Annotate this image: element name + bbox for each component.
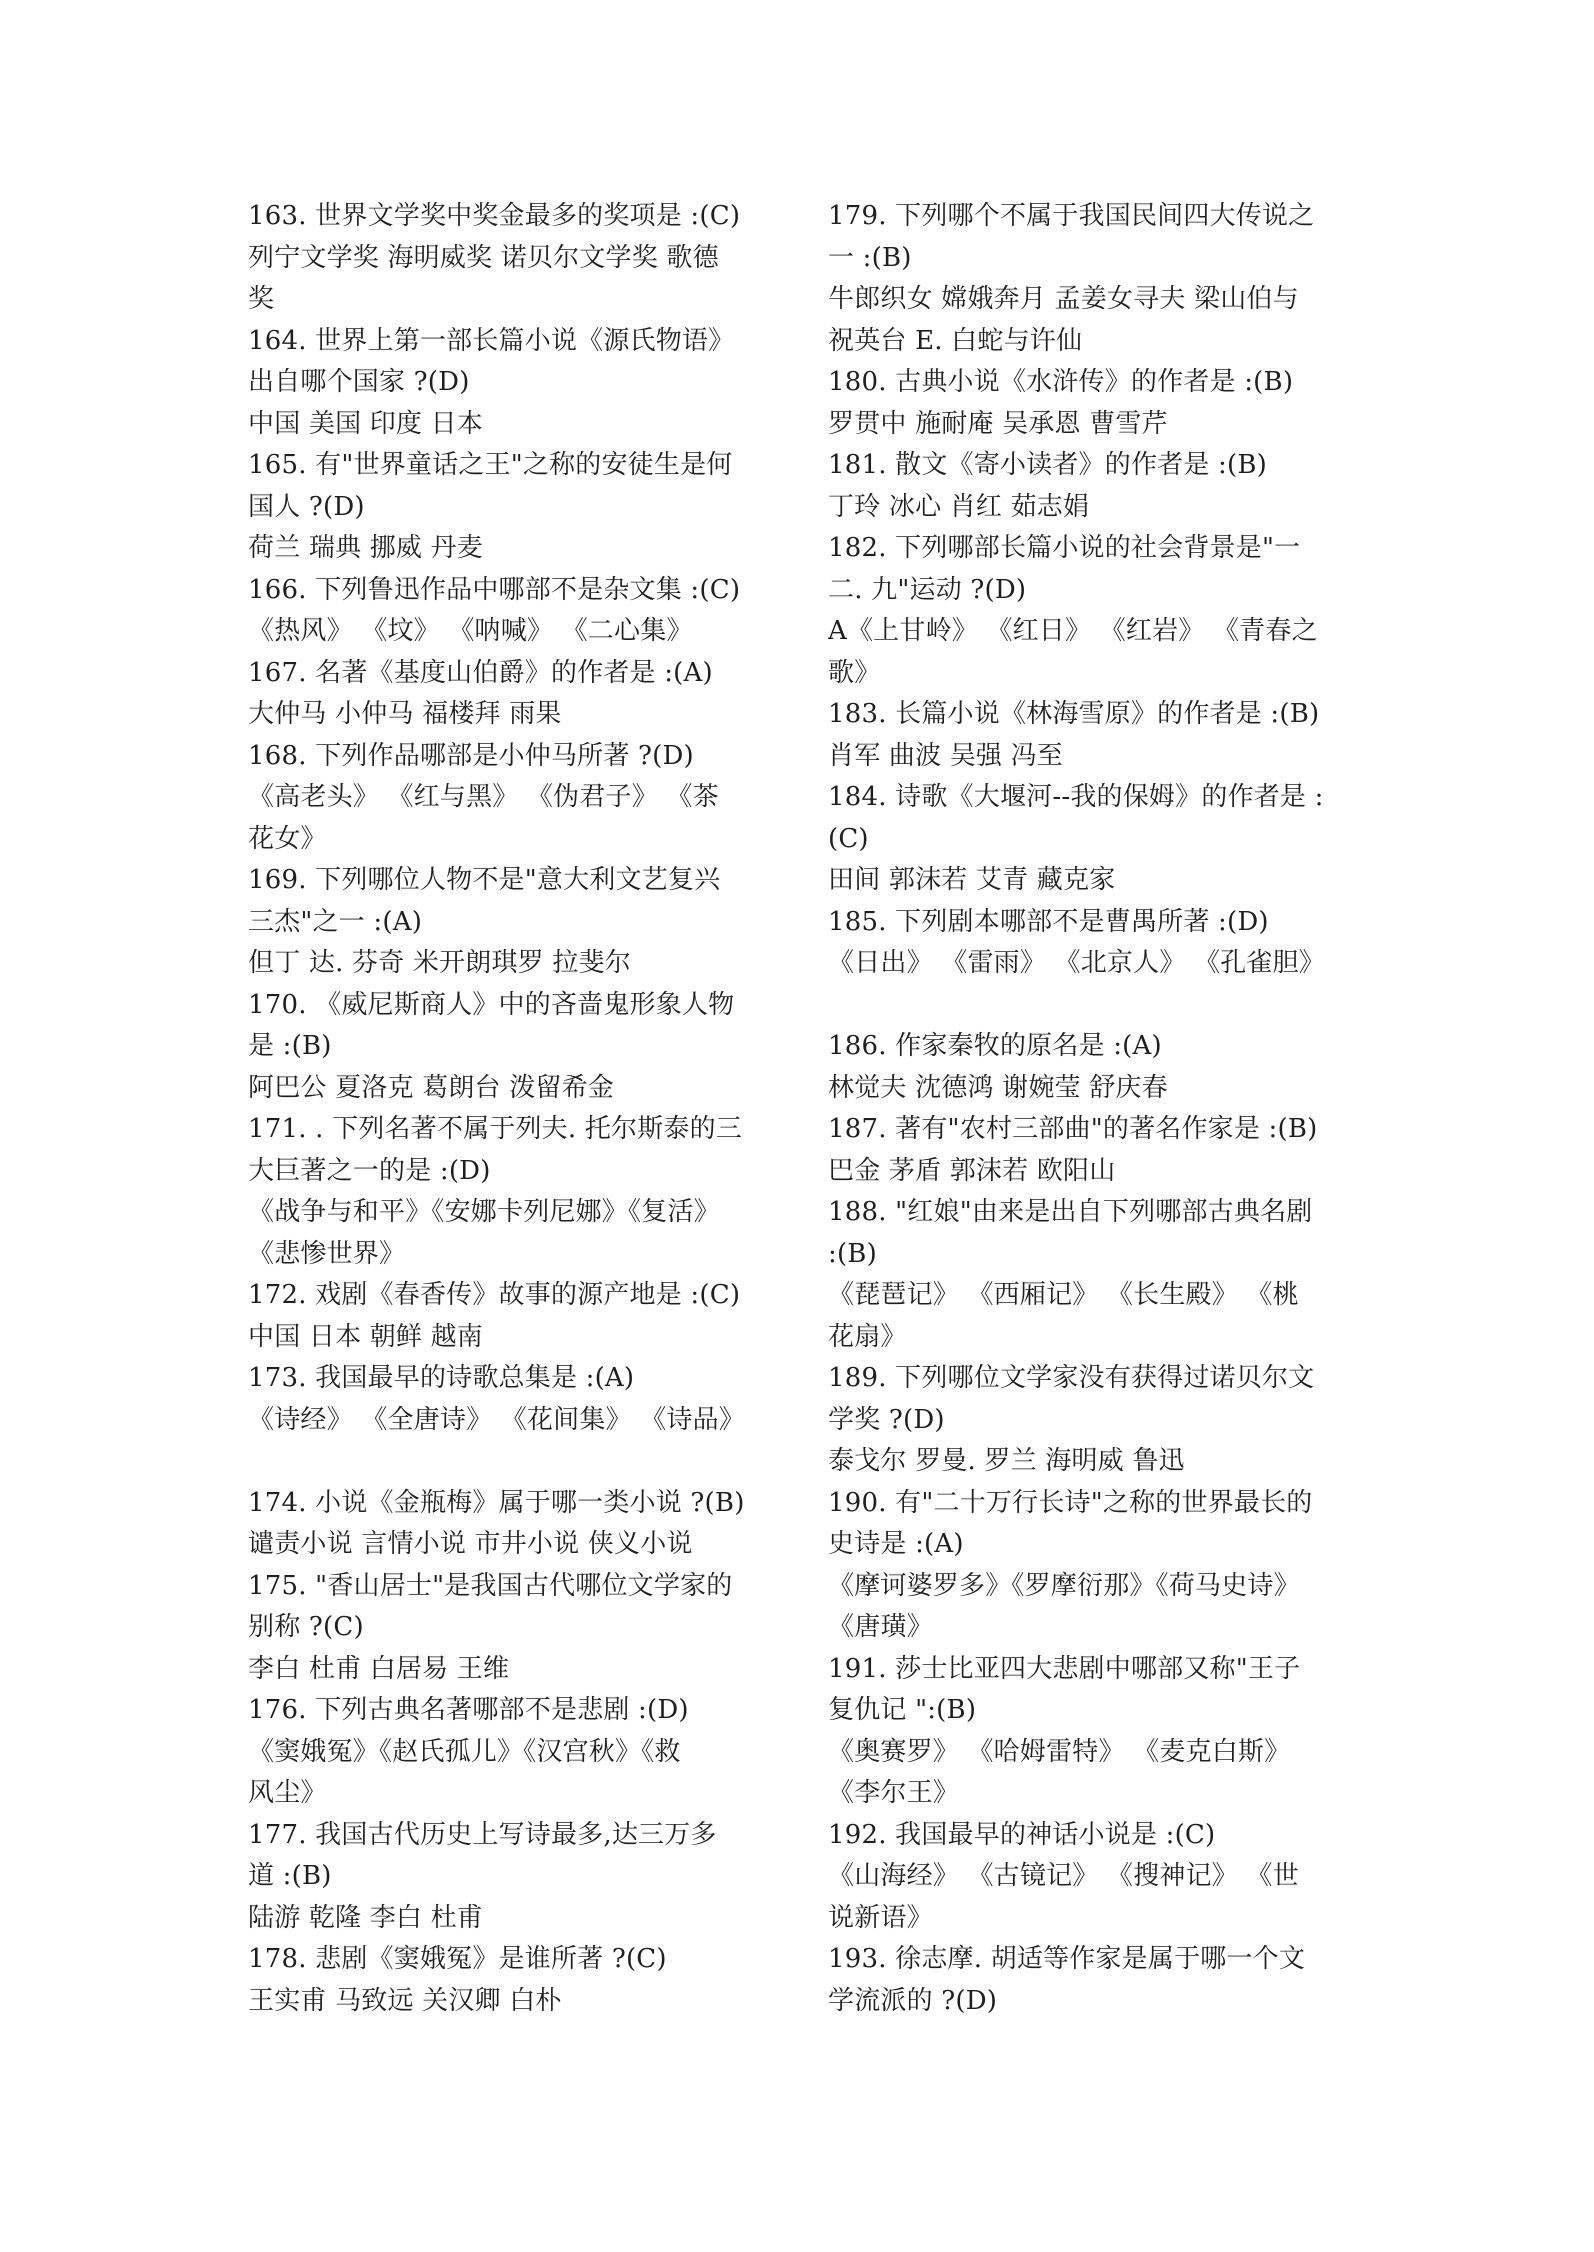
answer-options: 花女》 xyxy=(248,823,327,854)
question-text: 175. "香山居士"是我国古代哪位文学家的 xyxy=(248,1570,733,1601)
question-text: 学流派的 ?(D) xyxy=(828,1985,998,2016)
answer-options: 李白 杜甫 白居易 王维 xyxy=(248,1653,510,1684)
question-text: 国人 ?(D) xyxy=(248,491,365,522)
question-text: 180. 古典小说《水浒传》的作者是 :(B) xyxy=(828,367,1294,397)
question-text: 三杰"之一 :(A) xyxy=(248,906,423,937)
answer-options: 《日出》 《雷雨》 《北京人》 《孔雀胆》 xyxy=(828,948,1325,978)
question-text: 166. 下列鲁迅作品中哪部不是杂文集 :(C) xyxy=(248,574,741,605)
question-text: 176. 下列古典名著哪部不是悲剧 :(D) xyxy=(248,1695,689,1725)
question-item xyxy=(248,1566,804,1691)
question-item xyxy=(248,1483,804,1566)
answer-options: 巴金 茅盾 郭沫若 欧阳山 xyxy=(828,1155,1116,1186)
answer-options: 丁玲 冰心 肖红 茹志娟 xyxy=(828,491,1090,522)
question-text: 178. 悲剧《窦娥冤》是谁所著 ?(C) xyxy=(248,1944,667,1974)
question-item xyxy=(248,1939,804,2022)
question-text: 185. 下列剧本哪部不是曹禺所著 :(D) xyxy=(828,906,1269,937)
answer-options: 中国 日本 朝鲜 越南 xyxy=(248,1321,483,1352)
answer-options: 奖 xyxy=(248,284,275,314)
question-text: 184. 诗歌《大堰河--我的保姆》的作者是 : xyxy=(828,782,1324,812)
question-item xyxy=(248,321,804,446)
question-text: 163. 世界文学奖中奖金最多的奖项是 :(C) xyxy=(248,201,741,231)
answer-options: 阿巴公 夏洛克 葛朗台 泼留希金 xyxy=(248,1072,614,1103)
question-text: 192. 我国最早的神话小说是 :(C) xyxy=(828,1819,1216,1850)
answer-options: 《窦娥冤》《赵氏孤儿》《汉宫秋》《救 xyxy=(248,1736,681,1767)
question-text: 学奖 ?(D) xyxy=(828,1404,945,1435)
answer-options: 王实甫 马致远 关汉卿 白朴 xyxy=(248,1985,562,2016)
question-item xyxy=(248,1275,804,1358)
question-item xyxy=(248,570,804,653)
right-column xyxy=(828,196,1384,2022)
question-item xyxy=(248,985,804,1110)
question-item xyxy=(828,902,1384,1027)
question-item xyxy=(828,1649,1384,1815)
answer-options: 大仲马 小仲马 福楼拜 雨果 xyxy=(248,699,562,729)
question-text: 是 :(B) xyxy=(248,1031,332,1061)
question-text: 172. 戏剧《春香传》故事的源产地是 :(C) xyxy=(248,1280,741,1310)
answer-options xyxy=(828,985,1384,1027)
question-text: 复仇记 ":(B) xyxy=(828,1695,977,1725)
question-text: 169. 下列哪位人物不是"意大利文艺复兴 xyxy=(248,865,721,895)
question-text: 189. 下列哪位文学家没有获得过诺贝尔文 xyxy=(828,1363,1315,1393)
answer-options: 《热风》 《坟》 《呐喊》 《二心集》 xyxy=(248,616,693,646)
answer-options: 陆游 乾隆 李白 杜甫 xyxy=(248,1902,483,1933)
question-item xyxy=(828,445,1384,528)
answer-options: 林觉夫 沈德鸿 谢婉莹 舒庆春 xyxy=(828,1072,1168,1103)
question-item xyxy=(828,1939,1384,2022)
answer-options: 中国 美国 印度 日本 xyxy=(248,408,483,439)
question-text: 174. 小说《金瓶梅》属于哪一类小说 ?(B) xyxy=(248,1487,745,1518)
question-text: :(B) xyxy=(828,1238,877,1269)
answer-options: 说新语》 xyxy=(828,1902,933,1933)
question-text: (C) xyxy=(828,823,869,854)
answer-options: 荷兰 瑞典 挪威 丹麦 xyxy=(248,533,483,563)
answer-options: 但丁 达. 芬奇 米开朗琪罗 拉斐尔 xyxy=(248,948,631,978)
question-text: 182. 下列哪部长篇小说的社会背景是"一 xyxy=(828,533,1301,563)
question-item xyxy=(248,736,804,861)
answer-options: 《山海经》 《古镜记》 《搜神记》 《世 xyxy=(828,1861,1299,1891)
answer-options: 肖军 曲波 吴强 冯至 xyxy=(828,740,1063,771)
question-item xyxy=(828,1483,1384,1649)
answer-options: 《战争与和平》《安娜卡列尼娜》《复活》 xyxy=(248,1197,720,1227)
question-item xyxy=(828,777,1384,902)
question-item xyxy=(828,1192,1384,1358)
question-item xyxy=(828,362,1384,445)
question-text: 164. 世界上第一部长篇小说《源氏物语》 xyxy=(248,325,735,356)
question-text: 186. 作家秦牧的原名是 :(A) xyxy=(828,1031,1162,1061)
answer-options: 《诗经》 《全唐诗》 《花间集》 《诗品》 xyxy=(248,1404,745,1435)
question-item xyxy=(828,1026,1384,1109)
question-item xyxy=(828,1109,1384,1192)
answer-options: 泰戈尔 罗曼. 罗兰 海明威 鲁迅 xyxy=(828,1446,1185,1476)
answer-options: 花扇》 xyxy=(828,1321,907,1352)
question-text: 大巨著之一的是 :(D) xyxy=(248,1155,491,1186)
question-item xyxy=(248,1690,804,1815)
answer-options: 谴责小说 言情小说 市井小说 侠义小说 xyxy=(248,1529,693,1559)
question-item xyxy=(248,445,804,570)
question-text: 一 :(B) xyxy=(828,242,912,273)
answer-options: A《上甘岭》 《红日》 《红岩》 《青春之 xyxy=(828,616,1318,646)
question-text: 193. 徐志摩. 胡适等作家是属于哪一个文 xyxy=(828,1944,1306,1974)
answer-options: 祝英台 E. 白蛇与许仙 xyxy=(828,325,1083,356)
answer-options: 《悲惨世界》 xyxy=(248,1238,406,1269)
question-text: 191. 莎士比亚四大悲剧中哪部又称"王子 xyxy=(828,1653,1301,1684)
question-item xyxy=(828,528,1384,694)
question-item xyxy=(248,196,804,321)
answer-options xyxy=(248,1441,804,1483)
answer-options: 《摩诃婆罗多》《罗摩衍那》《荷马史诗》 xyxy=(828,1570,1300,1601)
question-item xyxy=(248,1815,804,1940)
question-text: 二. 九"运动 ?(D) xyxy=(828,574,1027,605)
question-text: 168. 下列作品哪部是小仲马所著 ?(D) xyxy=(248,740,694,771)
answer-options: 列宁文学奖 海明威奖 诺贝尔文学奖 歌德 xyxy=(248,242,719,273)
question-text: 别称 ?(C) xyxy=(248,1612,364,1642)
question-item xyxy=(248,1109,804,1275)
question-text: 190. 有"二十万行长诗"之称的世界最长的 xyxy=(828,1487,1313,1518)
question-text: 171. . 下列名著不属于列夫. 托尔斯泰的三 xyxy=(248,1114,743,1144)
answer-options: 《李尔王》 xyxy=(828,1778,960,1808)
answer-options: 牛郎织女 嫦娥奔月 孟姜女寻夫 梁山伯与 xyxy=(828,284,1299,314)
question-item xyxy=(828,1358,1384,1483)
question-text: 187. 著有"农村三部曲"的著名作家是 :(B) xyxy=(828,1114,1318,1144)
question-item xyxy=(248,860,804,985)
answer-options: 风尘》 xyxy=(248,1778,327,1808)
question-text: 167. 名著《基度山伯爵》的作者是 :(A) xyxy=(248,657,713,688)
answer-options: 田间 郭沫若 艾青 藏克家 xyxy=(828,865,1116,895)
answer-options: 《琵琶记》 《西厢记》 《长生殿》 《桃 xyxy=(828,1280,1299,1310)
left-column xyxy=(248,196,804,2022)
question-item xyxy=(828,1815,1384,1940)
question-text: 出自哪个国家 ?(D) xyxy=(248,367,470,397)
question-text: 170. 《威尼斯商人》中的吝啬鬼形象人物 xyxy=(248,989,735,1020)
question-text: 史诗是 :(A) xyxy=(828,1529,964,1559)
question-item xyxy=(248,653,804,736)
question-text: 173. 我国最早的诗歌总集是 :(A) xyxy=(248,1363,635,1393)
question-item xyxy=(828,694,1384,777)
question-text: 181. 散文《寄小读者》的作者是 :(B) xyxy=(828,450,1267,480)
question-text: 道 :(B) xyxy=(248,1861,332,1891)
answer-options: 《高老头》 《红与黑》 《伪君子》 《茶 xyxy=(248,782,719,812)
question-text: 177. 我国古代历史上写诗最多,达三万多 xyxy=(248,1819,717,1850)
question-item xyxy=(248,1358,804,1483)
question-text: 179. 下列哪个不属于我国民间四大传说之 xyxy=(828,201,1315,231)
answer-options: 罗贯中 施耐庵 吴承恩 曹雪芹 xyxy=(828,408,1168,439)
question-text: 183. 长篇小说《林海雪原》的作者是 :(B) xyxy=(828,699,1320,729)
answer-options: 《唐璜》 xyxy=(828,1612,933,1642)
question-item xyxy=(828,196,1384,362)
answer-options: 歌》 xyxy=(828,657,881,688)
question-text: 188. "红娘"由来是出自下列哪部古典名剧 xyxy=(828,1197,1313,1227)
question-text: 165. 有"世界童话之王"之称的安徒生是何 xyxy=(248,450,733,480)
answer-options: 《奥赛罗》 《哈姆雷特》 《麦克白斯》 xyxy=(828,1736,1291,1767)
